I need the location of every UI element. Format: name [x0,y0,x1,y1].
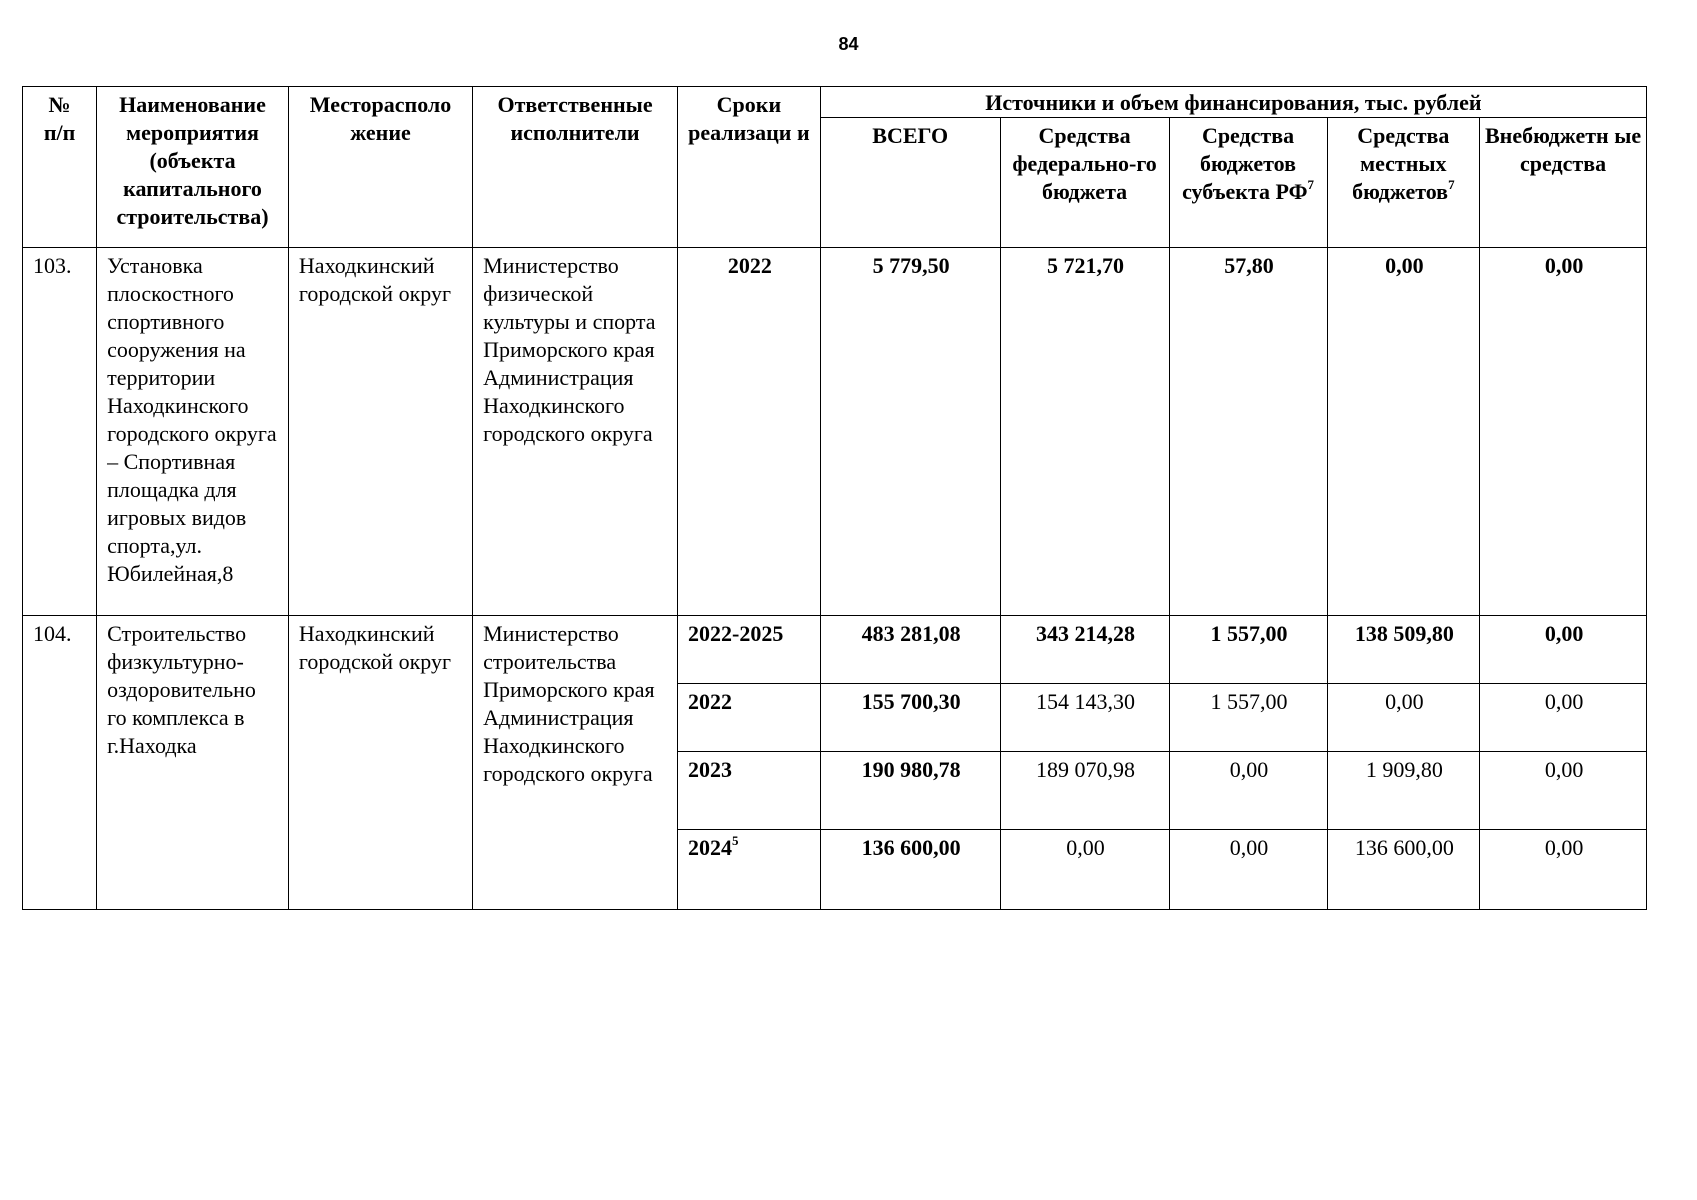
row-year [678,830,821,910]
header-total-label: ВСЕГО [872,123,949,148]
page-number: 84 [838,34,859,54]
header-num-label: № п/п [43,92,76,145]
row-num: 103. [23,248,97,616]
row-year [678,248,821,616]
cell-total: 136 600,00 [820,830,1000,910]
cell-federal: 5 721,70 [1000,248,1169,616]
cell-federal: 343 214,28 [1000,616,1169,684]
header-extra [1480,118,1647,248]
cell-subject: 0,00 [1169,752,1327,830]
year-label: 2022 [688,689,732,714]
header-extra-label: Внебюджетн ые средства [1484,123,1642,176]
header-location-label: Месторасполо жение [309,92,452,145]
table-row [23,248,1647,616]
cell-extra: 0,00 [1480,684,1647,752]
cell-local: 0,00 [1327,248,1480,616]
row-location: Находкинский городской округ [288,248,472,616]
cell-federal: 189 070,98 [1000,752,1169,830]
header-terms-label: Сроки реализаци и [688,92,810,145]
row-name: Установка плоскостного спортивного сооружения на территории Находкинского городского округа – Спортивная площадка для игровых видов спорта,ул. Юбилейная,8 [97,248,289,616]
header-name-label: Наименование мероприятия (объекта капитального строительства) [116,92,269,229]
row-location: Находкинский городской округ [288,616,472,910]
table-row [23,616,1647,684]
header-subject-label: Средства бюджетов субъекта РФ [1182,123,1308,204]
cell-local: 138 509,80 [1327,616,1480,684]
row-responsible: Министерство строительства Приморского края Администрация Находкинского городского округа [473,616,678,910]
row-responsible: Министерство физической культуры и спорта Приморского края Администрация Находкинского городского округа [473,248,678,616]
header-terms [678,87,821,248]
header-local [1327,118,1480,248]
cell-extra: 0,00 [1480,830,1647,910]
header-federal-label: Средства федерально-го бюджета [1012,123,1157,204]
header-local-sup: 7 [1448,176,1455,192]
cell-federal: 154 143,30 [1000,684,1169,752]
cell-extra: 0,00 [1480,248,1647,616]
header-location [288,87,472,248]
header-funding-group [820,87,1646,118]
cell-extra: 0,00 [1480,616,1647,684]
year-label: 2022 [727,253,772,278]
header-name [97,87,289,248]
year-label: 2022-2025 [688,621,784,646]
year-sup: 5 [732,832,739,848]
cell-subject: 1 557,00 [1169,684,1327,752]
row-year [678,616,821,684]
header-responsible-label: Ответственные исполнители [497,92,653,145]
cell-federal: 0,00 [1000,830,1169,910]
header-subject-sup: 7 [1307,176,1314,192]
header-num [23,87,97,248]
header-responsible [473,87,678,248]
header-subject [1169,118,1327,248]
row-num: 104. [23,616,97,910]
cell-total: 190 980,78 [820,752,1000,830]
year-label: 2023 [688,757,732,782]
cell-total: 5 779,50 [820,248,1000,616]
header-federal [1000,118,1169,248]
header-funding-group-label: Источники и объем финансирования, тыс. рублей [985,90,1482,115]
cell-subject: 1 557,00 [1169,616,1327,684]
cell-local: 1 909,80 [1327,752,1480,830]
cell-total: 155 700,30 [820,684,1000,752]
cell-total: 483 281,08 [820,616,1000,684]
cell-subject: 0,00 [1169,830,1327,910]
row-year [678,684,821,752]
row-year [678,752,821,830]
header-local-label: Средства местных бюджетов [1352,123,1450,204]
row-name: Строительство физкультурно-оздоровительно го комплекса в г.Находка [97,616,289,910]
cell-local: 136 600,00 [1327,830,1480,910]
cell-subject: 57,80 [1169,248,1327,616]
funding-table [22,86,1647,910]
year-label: 2024 [688,835,732,860]
header-total [820,118,1000,248]
cell-local: 0,00 [1327,684,1480,752]
cell-extra: 0,00 [1480,752,1647,830]
